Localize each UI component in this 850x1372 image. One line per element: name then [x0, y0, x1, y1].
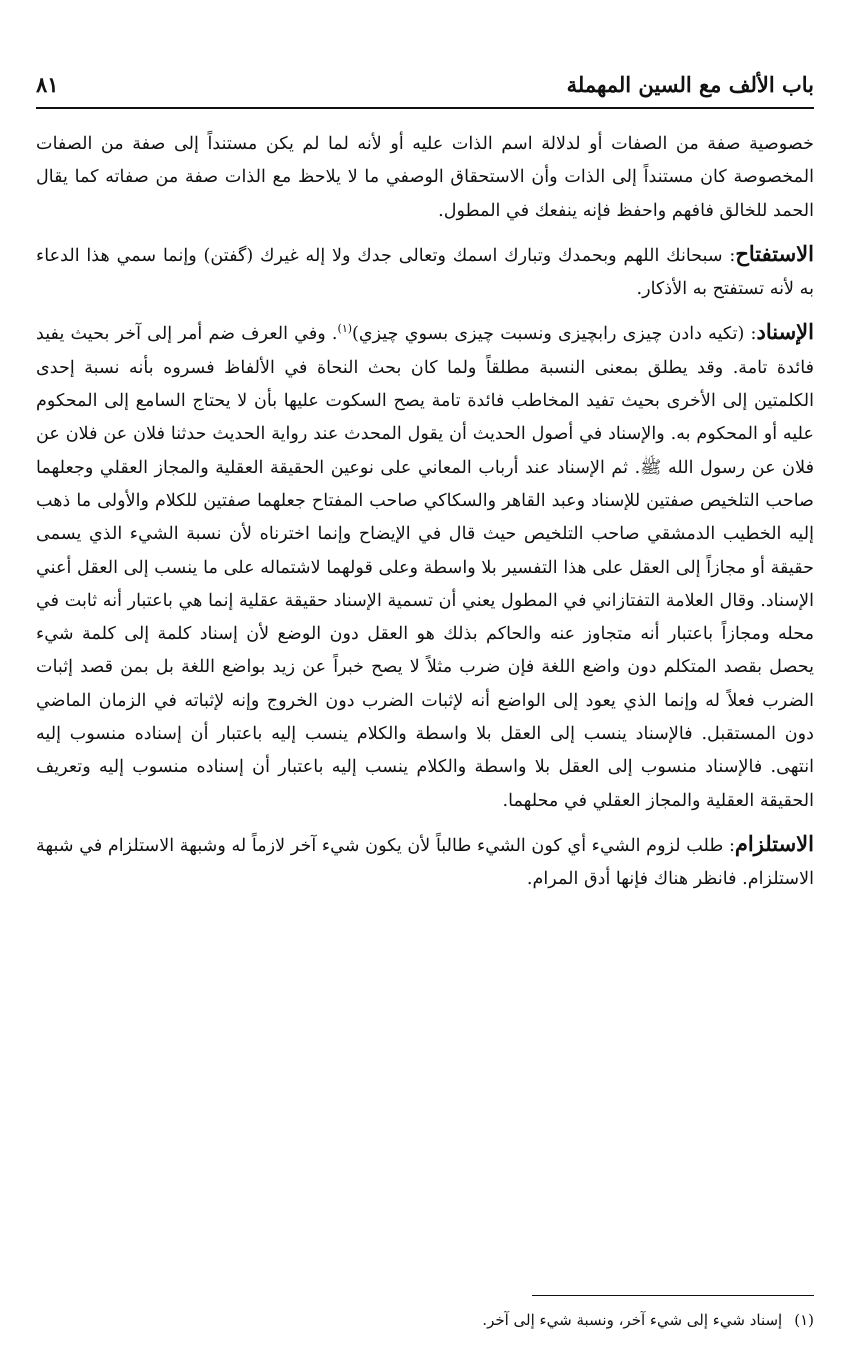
entry-text-continued: . وفي العرف ضم أمر إلى آخر بحيث يفيد فائدة تامة. وقد يطلق بمعنى النسبة مطلقاً ولما كان بحث النحاة في الألفاظ فسروه بأنه نسبة إحدى الكلمتين إلى الأخرى بحيث تفيد المخاطب فائدة تامة يصح السكوت عليها بأن لا يحتاج السامع إلى المحكوم عليه أو المحكوم به. والإسناد في أصول الحديث أن يقول المحدث عند رواية الحديث حدثنا فلان عن فلان عن فلان عن رسول الله ﷺ. ثم الإسناد عند أرباب المعاني على نوعين الحقيقة العقلية والمجاز العقلي وجعلهما صاحب التلخيص صفتين للإسناد وعبد القاهر والسكاكي صاحب المفتاح جعلهما صفتين للكلام والأولى ما ذهب إليه الخطيب الدمشقي صاحب التلخيص حيث قال في الإيضاح وإنما اخترناه لأن نسبة الشيء الذي يسمى حقيقة أو مجازاً إلى العقل على هذا التفسير بلا واسطة وعلى قولهما لاشتماله على ما ينسب إلى العقل أعني الإسناد. وقال العلامة التفتازاني في المطول يعني أن تسمية الإسناد حقيقة عقلية إنما هي باعتبار أنه ثابت في محله ومجازاً باعتبار أنه متجاوز عنه والحاكم بذلك هو العقل دون الوضع لأن إسناد كلمة إلى كلمة شيء يحصل بقصد المتكلم دون واضع اللغة فإن ضرب مثلاً لا يصح خبراً عن زيد بواضع اللغة بل بمن قصد إثبات الضرب فعلاً له وإنما الذي يعود إلى الواضع أنه لإثبات الضرب دون الخروج وإنه لإثباته في الزمان الماضي دون المستقبل. فالإسناد ينسب إلى العقل بلا واسطة والكلام ينسب إليه باعتبار أن إسناده منسوب إليه انتهى. فالإسناد منسوب إلى العقل بلا واسطة والكلام ينسب إليه باعتبار أن إسناده منسوب إليه وتعريف الحقيقة العقلية والمجاز العقلي في محلهما. — [36, 324, 814, 811]
entry-text: : سبحانك اللهم وبحمدك وتبارك اسمك وتعالى جدك ولا إله غيرك (گفتن) وإنما سمي هذا الدعاء به لأنه تستفتح به الأذكار. — [36, 245, 814, 300]
entry-text: : (تكيه دادن چيزى رابچيزى ونسبت چيزى بسوي چيزي) — [352, 324, 757, 345]
footnote-rule — [532, 1295, 814, 1296]
page-header — [36, 66, 814, 104]
main-text — [36, 128, 814, 897]
header-rule — [36, 107, 814, 109]
entry-istiftah — [36, 237, 814, 307]
paragraph-continuation — [36, 128, 814, 228]
footnote-text: إسناد شيء إلى شيء آخر، ونسبة شيء إلى آخر. — [482, 1311, 783, 1329]
entry-term: الاستلزام — [734, 830, 814, 856]
paragraph-text: خصوصية صفة من الصفات أو لدلالة اسم الذات عليه أو لأنه لما لم يكن مستنداً إلى صفة من الصفات المخصوصة كان مستنداً إلى الذات وأن الاستحقاق الوصفي ما لا يلاحظ مع الذات صفة من صفاته كما يقال الحمد للخالق فافهم واحفظ فإنه ينفعك في المطول. — [36, 134, 814, 221]
entry-term: الإسناد — [756, 319, 814, 345]
chapter-title: باب الألف مع السين المهملة — [566, 72, 814, 97]
page-number: ٨١ — [36, 72, 59, 97]
footnote-reference[interactable]: (١) — [337, 322, 353, 336]
entry-istilzam — [36, 827, 814, 897]
entry-isnad — [36, 315, 814, 817]
footnote-number: (١) — [794, 1311, 814, 1329]
footnote — [36, 1308, 814, 1332]
entry-term: الاستفتاح — [735, 240, 814, 266]
entry-text: : طلب لزوم الشيء أي كون الشيء طالباً لأن يكون شيء آخر لازماً له وشبهة الاستلزام في شبهة الاستلزام. فانظر هناك فإنها أدق المرام. — [36, 835, 814, 890]
